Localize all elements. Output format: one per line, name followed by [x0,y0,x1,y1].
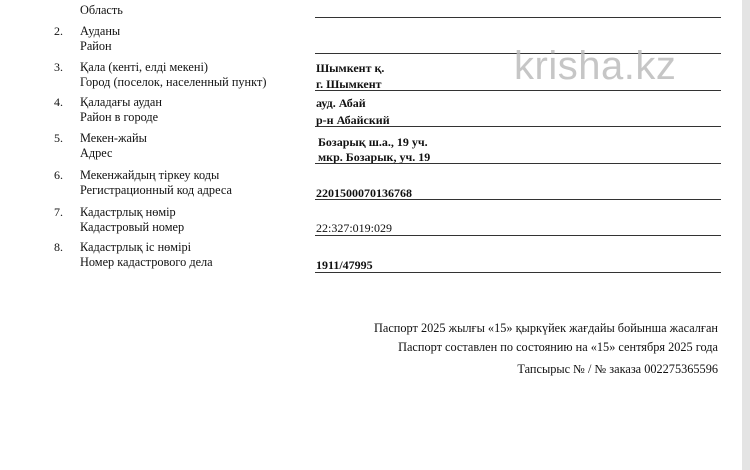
label-ru: Адрес [80,146,113,160]
label-kz: Ауданы [80,24,121,38]
footer-order-number: Тапсырыс № / № заказа 002275365596 [517,362,718,376]
krisha-watermark: krisha.kz [514,44,677,88]
field-line-city [315,90,721,91]
label-region: Область [80,3,123,17]
field-line-cadastral-case [315,272,721,273]
field-line-cadastral-number [315,235,721,236]
footer-passport-kz: Паспорт 2025 жылғы «15» қыркүйек жағдайы бойынша жасалған [374,321,718,335]
row-number: 2. [54,24,63,38]
label-ru: Номер кадастрового дела [80,255,213,269]
value-address-kz: Бозарық ш.а., 19 уч. [318,135,428,149]
label-kz: Қала (кенті, елді мекені) [80,60,208,74]
row-number: 4. [54,95,63,109]
label-kz: Қаладағы аудан [80,95,162,109]
footer-passport-ru: Паспорт составлен по состоянию на «15» сентября 2025 года [398,340,718,354]
label-ru: Район [80,39,112,53]
field-line-region [315,17,721,18]
label-ru: Город (поселок, населенный пункт) [80,75,267,89]
value-city-kz: Шымкент қ. [316,61,385,75]
label-kz: Мекенжайдың тіркеу коды [80,168,220,182]
row-number: 7. [54,205,63,219]
value-city-ru: г. Шымкент [316,77,382,91]
label-kz: Мекен-жайы [80,131,147,145]
field-line-reg-code [315,199,721,200]
row-number: 5. [54,131,63,145]
label-ru: Регистрационный код адреса [80,183,232,197]
row-number: 3. [54,60,63,74]
field-line-address [315,163,721,164]
value-cadastral-number: 22:327:019:029 [316,221,393,235]
value-address-ru: мкр. Бозарык, уч. 19 [318,150,431,164]
value-district-kz: ауд. Абай [316,96,366,110]
value-cadastral-case: 1911/47995 [316,258,373,272]
page-edge [742,0,750,470]
row-number: 8. [54,240,63,254]
value-district-ru: р-н Абайский [316,113,390,127]
label-ru: Кадастровый номер [80,220,185,234]
label-kz: Кадастрлық іс нөмірі [80,240,192,254]
row-number: 6. [54,168,63,182]
field-line-city-district [315,126,721,127]
value-reg-code: 2201500070136768 [316,186,412,200]
label-kz: Кадастрлық нөмір [80,205,176,219]
label-ru: Район в городе [80,110,159,124]
